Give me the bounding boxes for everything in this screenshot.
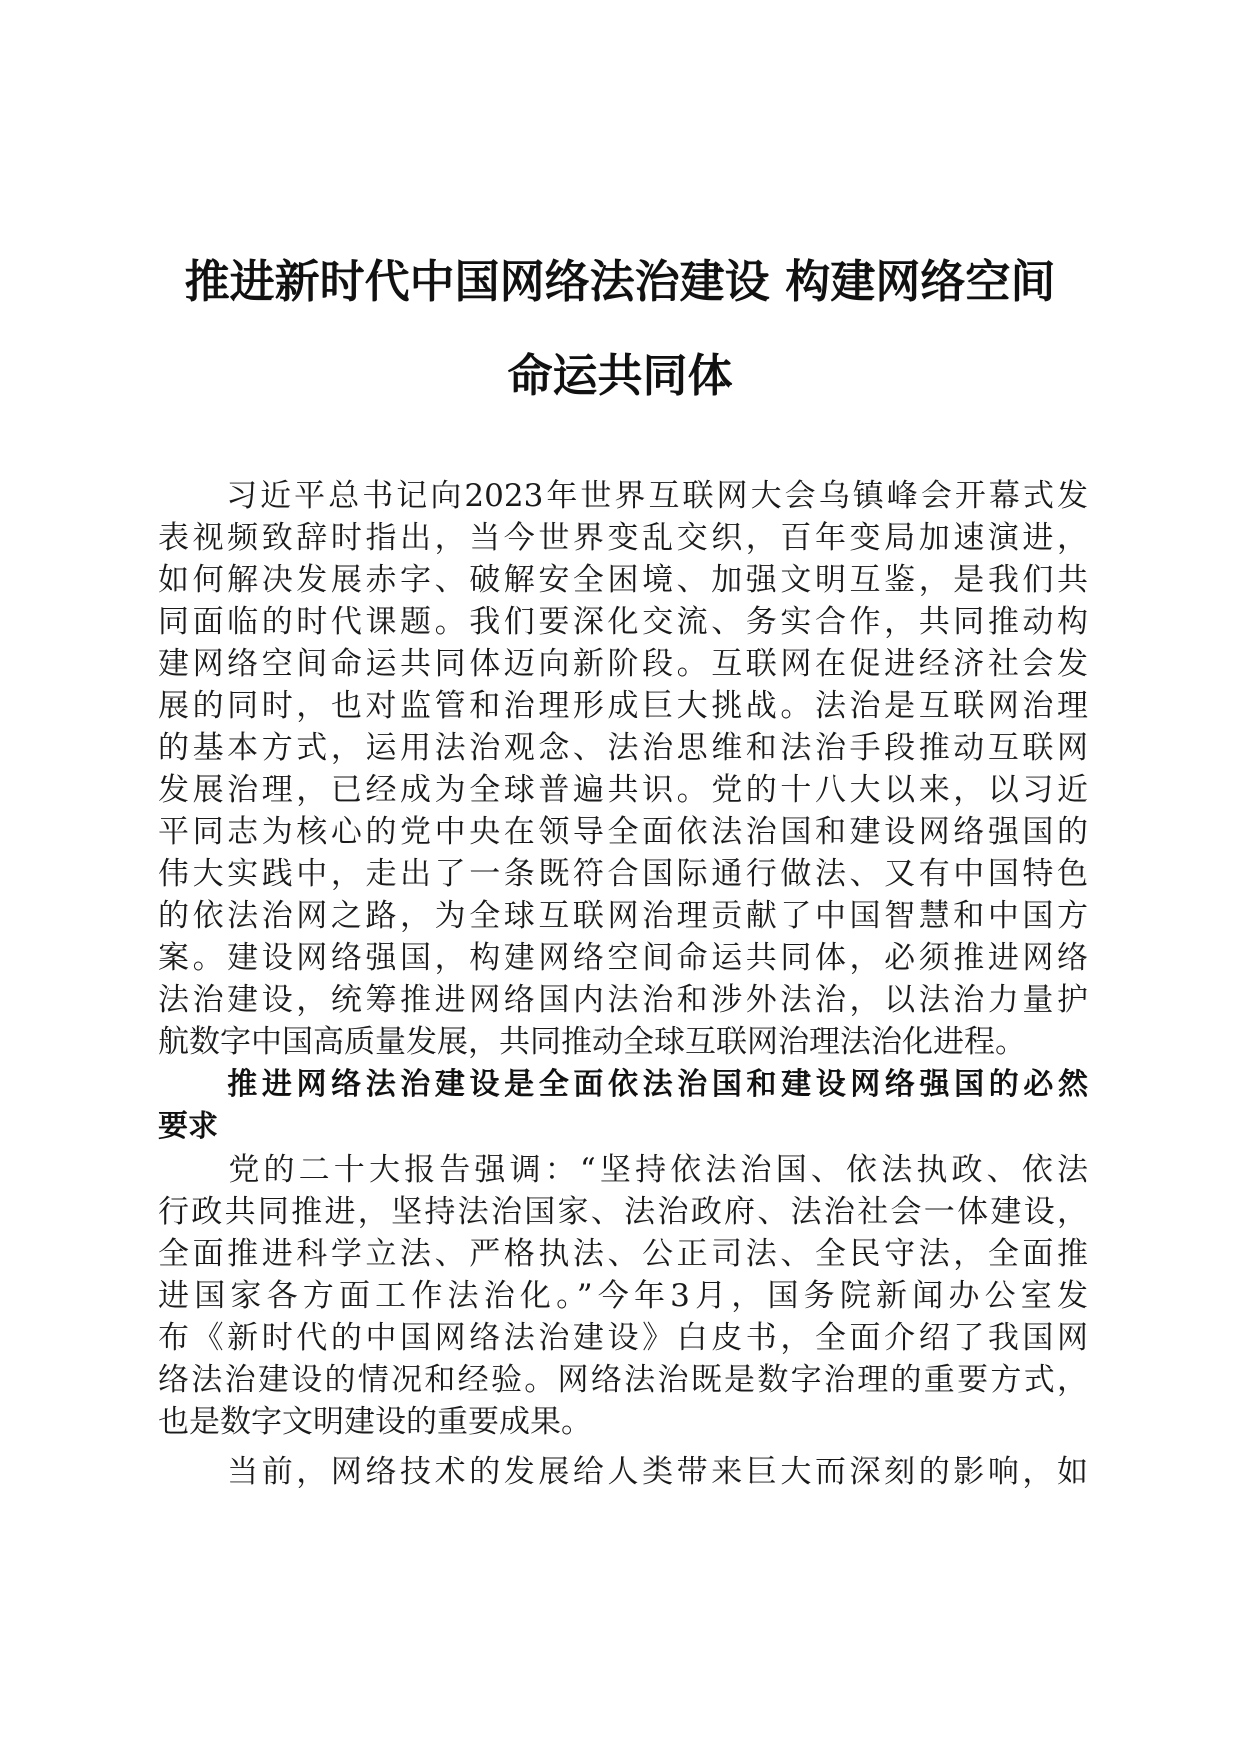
paragraph-1-line: 案。建设网络强国，构建网络空间命运共同体，必须推进网络: [158, 940, 1088, 976]
paragraph-1-line: 习近平总书记向2023年世界互联网大会乌镇峰会开幕式发: [158, 478, 1088, 514]
section-heading-line: 要求: [158, 1109, 218, 1144]
paragraph-1-line: 的基本方式，运用法治观念、法治思维和法治手段推动互联网: [158, 730, 1088, 766]
paragraph-2-line: 也是数字文明建设的重要成果。: [158, 1404, 592, 1440]
paragraph-2-line: 络法治建设的情况和经验。网络法治既是数字治理的重要方式，: [158, 1362, 1088, 1398]
document-title-line-2: 命运共同体: [507, 349, 733, 402]
paragraph-1-line: 发展治理，已经成为全球普遍共识。党的十八大以来，以习近: [158, 772, 1088, 808]
paragraph-1-line: 法治建设，统筹推进网络国内法治和涉外法治，以法治力量护: [158, 982, 1088, 1018]
paragraph-1-line: 展的同时，也对监管和治理形成巨大挑战。法治是互联网治理: [158, 688, 1088, 724]
paragraph-1-line: 航数字中国高质量发展，共同推动全球互联网治理法治化进程。: [158, 1024, 1026, 1060]
document-title-line-1: 推进新时代中国网络法治建设 构建网络空间: [184, 255, 1056, 308]
paragraph-3-line: 当前，网络技术的发展给人类带来巨大而深刻的影响，如: [158, 1454, 1088, 1490]
paragraph-1-line: 表视频致辞时指出，当今世界变乱交织，百年变局加速演进，: [158, 520, 1088, 556]
paragraph-1-line: 如何解决发展赤字、破解安全困境、加强文明互鉴，是我们共: [158, 562, 1088, 598]
paragraph-1-line: 同面临的时代课题。我们要深化交流、务实合作，共同推动构: [158, 604, 1088, 640]
paragraph-2-line: 进国家各方面工作法治化。”今年3月，国务院新闻办公室发: [158, 1278, 1088, 1314]
paragraph-1-line: 建网络空间命运共同体迈向新阶段。互联网在促进经济社会发: [158, 646, 1088, 682]
paragraph-1-line: 的依法治网之路，为全球互联网治理贡献了中国智慧和中国方: [158, 898, 1088, 934]
paragraph-2-line: 党的二十大报告强调：“坚持依法治国、依法执政、依法: [158, 1152, 1088, 1188]
paragraph-2-line: 全面推进科学立法、严格执法、公正司法、全民守法，全面推: [158, 1236, 1088, 1272]
paragraph-1-line: 伟大实践中，走出了一条既符合国际通行做法、又有中国特色: [158, 856, 1088, 892]
paragraph-1-line: 平同志为核心的党中央在领导全面依法治国和建设网络强国的: [158, 814, 1088, 850]
paragraph-2-line: 行政共同推进，坚持法治国家、法治政府、法治社会一体建设，: [158, 1194, 1088, 1230]
paragraph-2-line: 布《新时代的中国网络法治建设》白皮书，全面介绍了我国网: [158, 1320, 1088, 1356]
section-heading-line: 推进网络法治建设是全面依法治国和建设网络强国的必然: [158, 1067, 1088, 1102]
